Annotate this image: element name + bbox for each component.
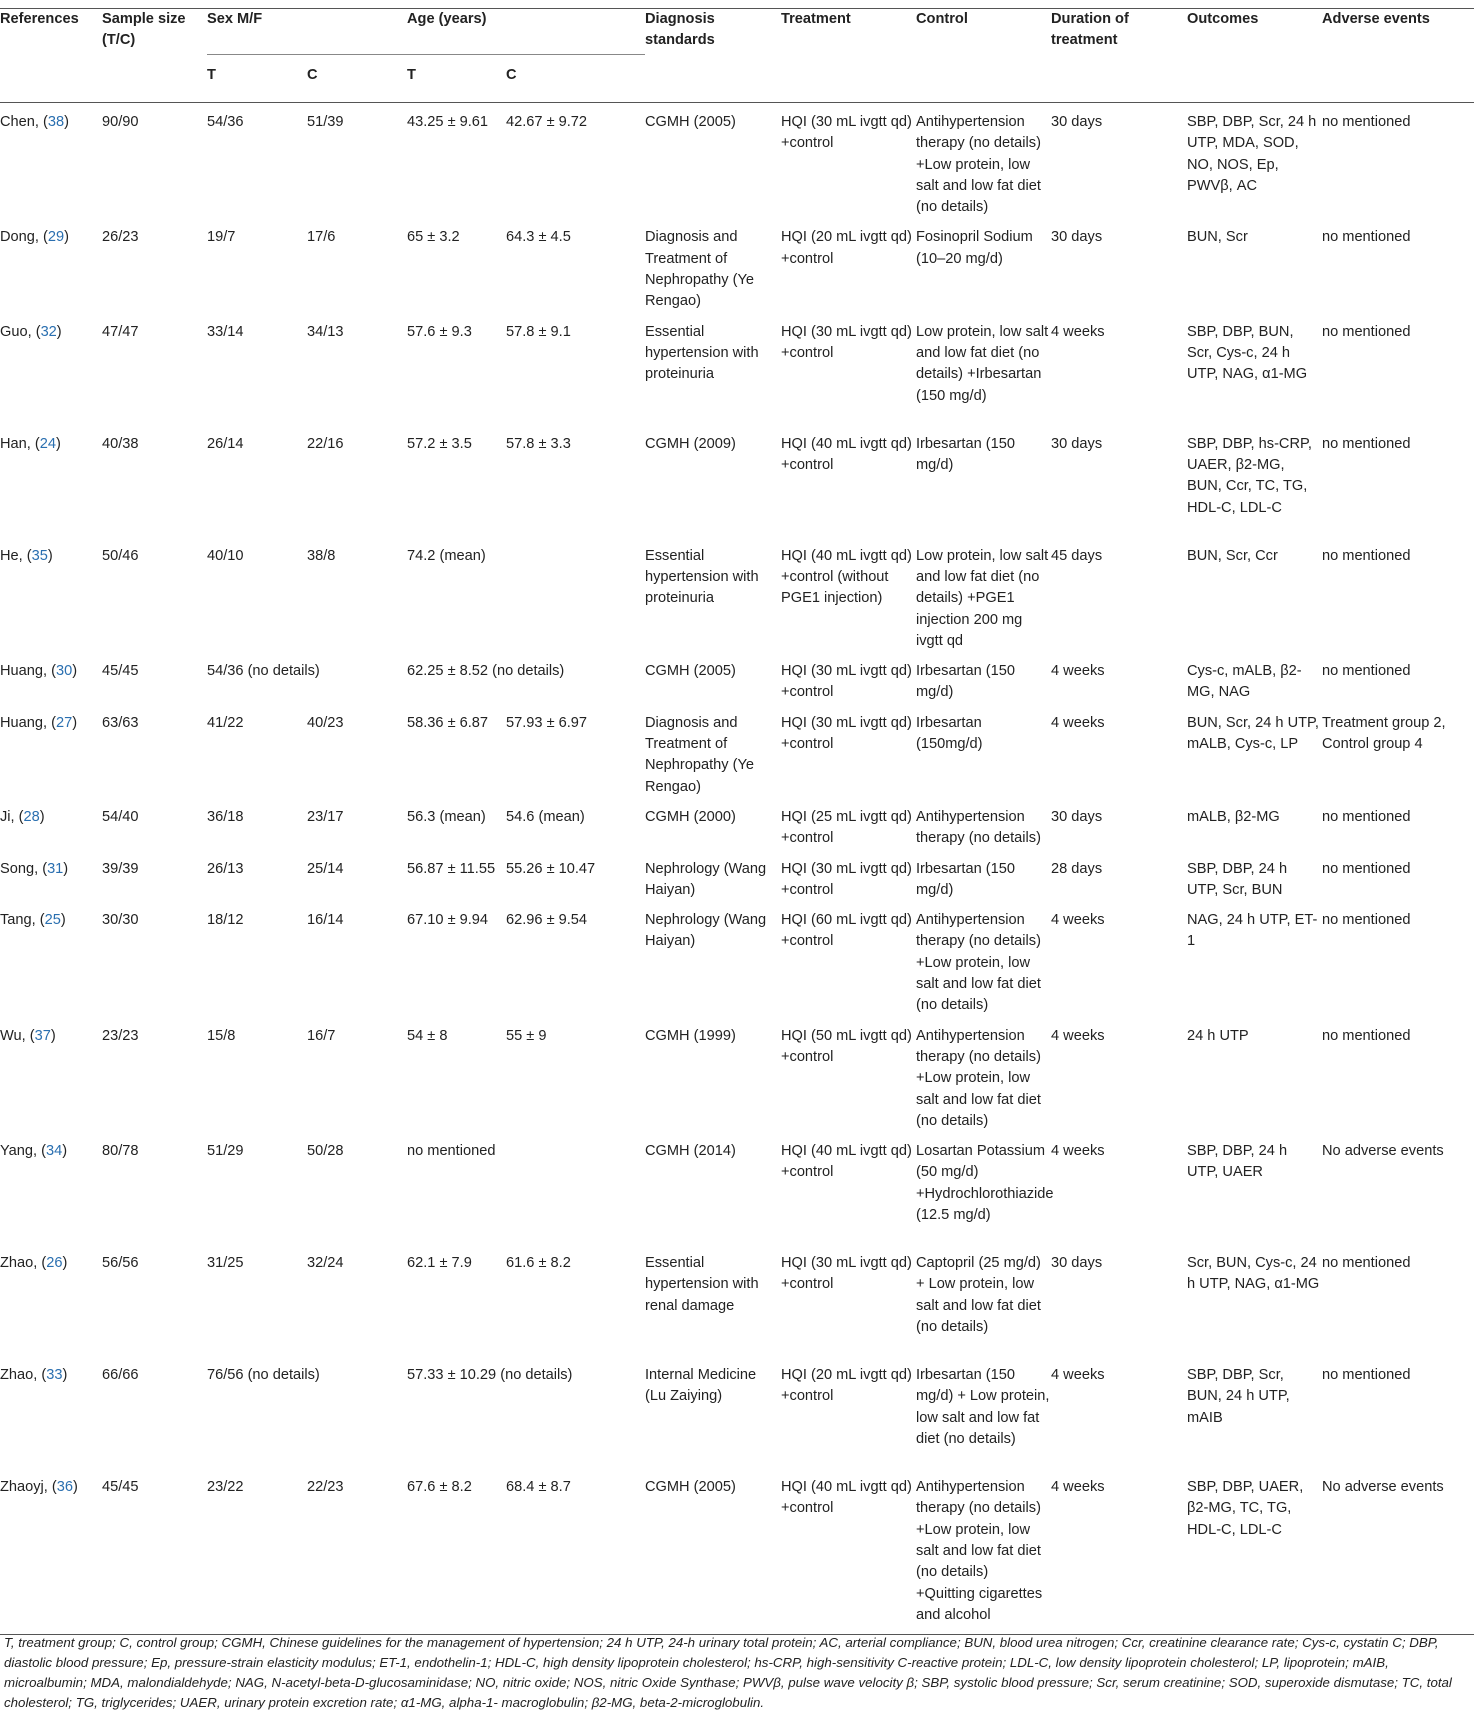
reference-cell — [0, 901, 102, 1016]
treatment-cell: HQI (30 mL ivgtt qd) +control — [781, 860, 912, 898]
sample-size-cell: 54/40 — [102, 808, 139, 825]
diagnosis-cell: Diagnosis and Treatment of Nephropathy (Ye Rengao) — [645, 229, 754, 310]
table-row — [0, 1468, 1474, 1634]
subcol-sex-t: T — [207, 67, 216, 83]
duration-cell: 4 weeks — [1051, 1468, 1187, 1634]
col-age: Age (years) — [407, 9, 645, 55]
age-t-cell: 56.87 ± 11.55 — [407, 860, 496, 877]
sample-size-cell: 50/46 — [102, 547, 139, 564]
reference-number-link[interactable]: 28 — [23, 808, 40, 825]
reference-cell — [0, 1017, 102, 1132]
table-footnote: T, treatment group; C, control group; CGMH, Chinese guidelines for the management of hypertension; 24 h UTP, 24-h urinary total protein; AC, arterial compliance; BUN, blood urea nitrogen; Ccr, creatinine clearance rate; Cys-c, cystatin C; DBP, diastolic blood pressure; Ep, pressure-strain elasticity modulus; ET-1, endothelin-1; HDL-C, high density lipoprotein cholesterol; hs-CRP, high-sensitivity C-reactive protein; LDL-C, low density lipoprotein cholesterol; LP, lipoprotein; mAIB, microalbumin; MDA, malondialdehyde; NAG, N-acetyl-beta-D-glucosaminidase; NO, nitric oxide; NOS, nitric Oxide Synthase; PWVβ, pulse wave velocity β; SBP, systolic blood pressure; Scr, serum creatinine; SOD, superoxide dismutase; TC, total cholesterol; TG, triglycerides; UAER, urinary protein excretion rate; α1-MG, alpha-1- macroglobulin; β2-MG, beta-2-microglobulin. — [4, 1635, 1452, 1710]
outcomes-cell: 24 h UTP — [1187, 1027, 1249, 1044]
sex-c-cell: 22/16 — [307, 435, 344, 452]
outcomes-cell: SBP, DBP, Scr, 24 h UTP, MDA, SOD, NO, NOS, Ep, PWVβ, AC — [1187, 114, 1317, 194]
age-c-cell: 64.3 ± 4.5 — [506, 229, 571, 246]
reference-author: Zhaoyj, ( — [0, 1479, 57, 1496]
reference-close-paren: ) — [62, 1255, 68, 1272]
sample-size-cell: 47/47 — [102, 323, 139, 340]
age-c-cell: 57.8 ± 9.1 — [506, 323, 571, 340]
sex-c-cell: 51/39 — [307, 114, 344, 130]
adverse-events-cell: No adverse events — [1322, 1143, 1444, 1160]
subcol-age-t: T — [407, 67, 416, 83]
sample-size-cell: 26/23 — [102, 229, 139, 246]
table-row — [0, 537, 1474, 652]
sex-c-cell: 34/13 — [307, 323, 344, 340]
adverse-events-cell: no mentioned — [1322, 323, 1411, 340]
control-cell: Antihypertension therapy (no details) +Low protein, low salt and low fat diet (no details) — [916, 912, 1041, 1014]
sex-c-cell: 25/14 — [307, 860, 344, 877]
treatment-cell: HQI (40 mL ivgtt qd) +control — [781, 1468, 916, 1634]
sex-c-cell: 23/17 — [307, 808, 344, 825]
duration-cell: 4 weeks — [1051, 714, 1105, 731]
reference-number-link[interactable]: 31 — [47, 860, 64, 877]
age-c-cell: 61.6 ± 8.2 — [506, 1255, 571, 1272]
sex-combined-cell: 76/56 (no details) — [207, 1367, 320, 1384]
treatment-cell: HQI (30 mL ivgtt qd) +control — [781, 114, 912, 152]
sex-c-cell: 50/28 — [307, 1143, 344, 1160]
reference-close-paren: ) — [47, 547, 53, 564]
age-t-cell: 58.36 ± 6.87 — [407, 714, 489, 731]
sample-size-cell: 56/56 — [102, 1255, 139, 1272]
reference-number-link[interactable]: 26 — [46, 1255, 63, 1272]
reference-close-paren: ) — [62, 1143, 68, 1160]
control-cell: Irbesartan (150 mg/d) — [916, 860, 1015, 898]
diagnosis-cell: CGMH (1999) — [645, 1027, 736, 1044]
table-row — [0, 1132, 1474, 1244]
diagnosis-cell: CGMH (2000) — [645, 808, 736, 825]
reference-close-paren: ) — [64, 229, 69, 246]
diagnosis-cell: Essential hypertension with proteinuria — [645, 323, 759, 383]
treatment-cell: HQI (20 mL ivgtt qd) +control — [781, 229, 912, 267]
adverse-events-cell: no mentioned — [1322, 229, 1411, 246]
reference-close-paren: ) — [73, 1479, 78, 1496]
sample-size-cell: 39/39 — [102, 860, 139, 877]
reference-number-link[interactable]: 29 — [47, 229, 65, 246]
outcomes-cell: SBP, DBP, UAER, β2-MG, TC, TG, HDL-C, LDL-C — [1187, 1468, 1322, 1634]
sex-t-cell: 31/25 — [207, 1255, 244, 1272]
age-c-cell: 55 ± 9 — [506, 1027, 547, 1044]
duration-cell: 4 weeks — [1051, 663, 1105, 680]
outcomes-cell: SBP, DBP, hs-CRP, UAER, β2-MG, BUN, Ccr, TC, TG, HDL-C, LDL-C — [1187, 435, 1312, 516]
age-combined-cell: 74.2 (mean) — [407, 547, 486, 564]
reference-author: Ji, ( — [0, 808, 24, 825]
reference-close-paren: ) — [64, 114, 69, 130]
reference-cell — [0, 850, 102, 902]
duration-cell: 4 weeks — [1051, 1367, 1105, 1384]
reference-cell — [0, 103, 102, 219]
subcol-age-c: C — [506, 67, 517, 83]
control-cell: Irbesartan (150mg/d) — [916, 714, 983, 753]
diagnosis-cell: CGMH (2005) — [645, 663, 736, 680]
reference-author: Yang, ( — [0, 1143, 46, 1160]
table-row — [0, 1017, 1474, 1132]
age-c-cell: 57.8 ± 3.3 — [506, 435, 571, 452]
adverse-events-cell: no mentioned — [1322, 663, 1411, 680]
adverse-events-cell: no mentioned — [1322, 547, 1411, 564]
reference-number-link[interactable]: 34 — [45, 1143, 63, 1160]
sex-t-cell: 54/36 — [207, 114, 244, 130]
sex-t-cell: 26/14 — [207, 435, 244, 452]
diagnosis-cell: Essential hypertension with renal damage — [645, 1255, 759, 1314]
duration-cell: 30 days — [1051, 808, 1103, 825]
reference-author: Zhao, ( — [0, 1367, 47, 1384]
age-c-cell: 68.4 ± 8.7 — [506, 1468, 645, 1634]
diagnosis-cell: Nephrology (Wang Haiyan) — [645, 912, 767, 950]
reference-cell — [0, 425, 102, 537]
reference-number-link[interactable]: 33 — [46, 1367, 63, 1384]
sex-c-cell: 40/23 — [307, 714, 344, 731]
reference-cell — [0, 537, 102, 652]
outcomes-cell: Cys-c, mALB, β2-MG, NAG — [1187, 663, 1302, 701]
diagnosis-cell: CGMH (2005) — [645, 1468, 781, 1634]
sex-c-cell: 17/6 — [307, 229, 336, 246]
reference-close-paren: ) — [72, 714, 78, 731]
reference-number-link[interactable]: 25 — [44, 912, 61, 929]
sample-size-cell: 45/45 — [102, 663, 139, 680]
table-row — [0, 798, 1474, 850]
age-c-cell: 57.93 ± 6.97 — [506, 714, 588, 731]
reference-cell — [0, 1468, 102, 1634]
reference-cell — [0, 798, 102, 850]
table-row — [0, 218, 1474, 312]
reference-author: Huang, ( — [0, 663, 56, 680]
reference-number-link[interactable]: 35 — [31, 547, 48, 564]
reference-close-paren: ) — [50, 1027, 56, 1044]
duration-cell: 4 weeks — [1051, 1143, 1105, 1160]
control-cell: Captopril (25 mg/d) + Low protein, low salt and low fat diet (no details) — [916, 1255, 1041, 1335]
age-t-cell: 62.1 ± 7.9 — [407, 1255, 472, 1272]
control-cell: Low protein, low salt and low fat diet (no details) +Irbesartan (150 mg/d) — [916, 323, 1049, 404]
col-treatment: Treatment — [781, 11, 851, 27]
table-row — [0, 425, 1474, 537]
study-characteristics-table — [0, 8, 1474, 1635]
reference-number-link[interactable]: 38 — [47, 114, 65, 130]
col-references: References — [0, 11, 79, 27]
reference-cell — [0, 704, 102, 798]
sex-c-cell: 32/24 — [307, 1255, 344, 1272]
sample-size-cell: 90/90 — [102, 114, 139, 130]
adverse-events-cell: no mentioned — [1322, 435, 1411, 452]
reference-close-paren: ) — [72, 663, 78, 680]
reference-number-link[interactable]: 27 — [55, 714, 73, 731]
reference-author: Han, ( — [0, 435, 40, 452]
adverse-events-cell: no mentioned — [1322, 114, 1411, 130]
diagnosis-cell: Internal Medicine (Lu Zaiying) — [645, 1367, 757, 1405]
duration-cell: 30 days — [1051, 435, 1103, 452]
adverse-events-cell: no mentioned — [1322, 1255, 1411, 1272]
adverse-events-cell: no mentioned — [1322, 1367, 1411, 1384]
adverse-events-cell: No adverse events — [1322, 1468, 1474, 1634]
adverse-events-cell: no mentioned — [1322, 912, 1411, 929]
age-t-cell: 57.2 ± 3.5 — [407, 435, 472, 452]
sample-size-cell: 45/45 — [102, 1468, 207, 1634]
adverse-events-cell: Treatment group 2, Control group 4 — [1322, 714, 1446, 753]
sample-size-cell: 66/66 — [102, 1367, 139, 1384]
sample-size-cell: 30/30 — [102, 912, 139, 929]
outcomes-cell: NAG, 24 h UTP, ET-1 — [1187, 912, 1318, 950]
sex-combined-cell: 54/36 (no details) — [207, 663, 320, 680]
sex-c-cell: 16/14 — [307, 912, 344, 929]
age-t-cell: 57.6 ± 9.3 — [407, 323, 472, 340]
sex-t-cell: 19/7 — [207, 229, 236, 246]
table-row — [0, 1244, 1474, 1356]
sex-c-cell: 38/8 — [307, 547, 336, 564]
duration-cell: 45 days — [1051, 547, 1103, 564]
control-cell: Low protein, low salt and low fat diet (no details) +PGE1 injection 200 mg ivgtt qd — [916, 547, 1049, 649]
diagnosis-cell: Essential hypertension with proteinuria — [645, 547, 759, 607]
sex-c-cell: 22/23 — [307, 1468, 407, 1634]
table-row — [0, 901, 1474, 1016]
reference-author: Dong, ( — [0, 229, 48, 246]
table-row — [0, 313, 1474, 425]
age-c-cell: 42.67 ± 9.72 — [506, 114, 588, 130]
treatment-cell: HQI (40 mL ivgtt qd) +control (without PGE1 injection) — [781, 547, 912, 607]
col-outcomes: Outcomes — [1187, 11, 1259, 27]
reference-author: Song, ( — [0, 860, 48, 877]
col-adverse: Adverse events — [1322, 11, 1430, 27]
sample-size-cell: 80/78 — [102, 1143, 139, 1160]
subcol-sex-c: C — [307, 67, 318, 83]
table-row — [0, 1356, 1474, 1468]
reference-cell — [0, 1244, 102, 1356]
col-control: Control — [916, 11, 968, 27]
outcomes-cell: SBP, DBP, 24 h UTP, Scr, BUN — [1187, 860, 1288, 898]
table-row — [0, 103, 1474, 219]
sex-t-cell: 40/10 — [207, 547, 244, 564]
reference-cell — [0, 218, 102, 312]
duration-cell: 28 days — [1051, 860, 1103, 877]
reference-author: Tang, ( — [0, 912, 45, 929]
sex-t-cell: 15/8 — [207, 1027, 236, 1044]
sex-t-cell: 23/22 — [207, 1468, 307, 1634]
treatment-cell: HQI (40 mL ivgtt qd) +control — [781, 1143, 912, 1181]
sex-t-cell: 51/29 — [207, 1143, 244, 1160]
table-row — [0, 652, 1474, 704]
control-cell: Antihypertension therapy (no details) +Low protein, low salt and low fat diet (no details) +Quitting cigarettes and alcohol — [916, 1468, 1051, 1634]
outcomes-cell: BUN, Scr, Ccr — [1187, 547, 1278, 564]
col-duration: Duration of treatment — [1051, 11, 1129, 49]
treatment-cell: HQI (25 mL ivgtt qd) +control — [781, 808, 912, 847]
diagnosis-cell: Nephrology (Wang Haiyan) — [645, 860, 767, 898]
treatment-cell: HQI (30 mL ivgtt qd) +control — [781, 323, 912, 361]
diagnosis-cell: CGMH (2009) — [645, 435, 736, 452]
age-c-cell: 62.96 ± 9.54 — [506, 912, 588, 929]
control-cell: Antihypertension therapy (no details) +Low protein, low salt and low fat diet (no details) — [916, 114, 1041, 216]
adverse-events-cell: no mentioned — [1322, 808, 1411, 825]
reference-number-link[interactable]: 36 — [56, 1479, 74, 1496]
adverse-events-cell: no mentioned — [1322, 860, 1411, 877]
age-t-cell: 67.6 ± 8.2 — [407, 1468, 506, 1634]
age-combined-cell: 62.25 ± 8.52 (no details) — [407, 663, 565, 680]
sex-t-cell: 41/22 — [207, 714, 244, 731]
reference-author: Chen, ( — [0, 114, 48, 130]
treatment-cell: HQI (50 mL ivgtt qd) +control — [781, 1027, 912, 1065]
age-t-cell: 56.3 (mean) — [407, 808, 486, 825]
reference-author: Wu, ( — [0, 1027, 35, 1044]
reference-number-link[interactable]: 32 — [40, 323, 57, 340]
treatment-cell: HQI (40 mL ivgtt qd) +control — [781, 435, 912, 473]
reference-author: Huang, ( — [0, 714, 56, 731]
col-diagnosis: Diagnosis standards — [645, 11, 715, 49]
age-combined-cell: no mentioned — [407, 1143, 496, 1160]
outcomes-cell: SBP, DBP, Scr, BUN, 24 h UTP, mAIB — [1187, 1367, 1290, 1426]
diagnosis-cell: Diagnosis and Treatment of Nephropathy (Ye Rengao) — [645, 714, 754, 795]
table-body — [0, 103, 1474, 1635]
age-t-cell: 65 ± 3.2 — [407, 229, 460, 246]
treatment-cell: HQI (30 mL ivgtt qd) +control — [781, 663, 912, 701]
sex-t-cell: 26/13 — [207, 860, 244, 877]
table-row — [0, 704, 1474, 798]
age-c-cell: 55.26 ± 10.47 — [506, 860, 596, 877]
reference-cell — [0, 313, 102, 425]
reference-number-link[interactable]: 37 — [34, 1027, 51, 1044]
col-sex: Sex M/F — [207, 9, 407, 55]
age-t-cell: 54 ± 8 — [407, 1027, 448, 1044]
outcomes-cell: BUN, Scr, 24 h UTP, mALB, Cys-c, LP — [1187, 714, 1319, 753]
duration-cell: 30 days — [1051, 1255, 1103, 1272]
reference-number-link[interactable]: 24 — [39, 435, 56, 452]
sex-t-cell: 18/12 — [207, 912, 244, 929]
col-sample-size: Sample size (T/C) — [102, 11, 186, 49]
outcomes-cell: SBP, DBP, 24 h UTP, UAER — [1187, 1143, 1288, 1181]
reference-close-paren: ) — [60, 912, 66, 929]
treatment-cell: HQI (20 mL ivgtt qd) +control — [781, 1367, 912, 1405]
reference-author: Zhao, ( — [0, 1255, 47, 1272]
duration-cell: 4 weeks — [1051, 1027, 1105, 1044]
reference-cell — [0, 1356, 102, 1468]
sex-t-cell: 36/18 — [207, 808, 244, 825]
control-cell: Antihypertension therapy (no details) — [916, 808, 1041, 847]
control-cell: Antihypertension therapy (no details) +Low protein, low salt and low fat diet (no details) — [916, 1027, 1041, 1129]
reference-close-paren: ) — [56, 323, 62, 340]
age-combined-cell: 57.33 ± 10.29 (no details) — [407, 1367, 573, 1384]
control-cell: Irbesartan (150 mg/d) + Low protein, low salt and low fat diet (no details) — [916, 1367, 1050, 1447]
reference-cell — [0, 652, 102, 704]
control-cell: Fosinopril Sodium (10–20 mg/d) — [916, 229, 1033, 267]
age-t-cell: 67.10 ± 9.94 — [407, 912, 489, 929]
outcomes-cell: SBP, DBP, BUN, Scr, Cys-c, 24 h UTP, NAG, α1-MG — [1187, 323, 1308, 383]
duration-cell: 30 days — [1051, 229, 1103, 246]
diagnosis-cell: CGMH (2005) — [645, 114, 736, 130]
duration-cell: 4 weeks — [1051, 323, 1105, 340]
sample-size-cell: 63/63 — [102, 714, 139, 731]
reference-author: He, ( — [0, 547, 32, 564]
treatment-cell: HQI (30 mL ivgtt qd) +control — [781, 714, 912, 753]
sex-c-cell: 16/7 — [307, 1027, 336, 1044]
reference-close-paren: ) — [55, 435, 61, 452]
age-t-cell: 43.25 ± 9.61 — [407, 114, 489, 130]
duration-cell: 4 weeks — [1051, 912, 1105, 929]
control-cell: Irbesartan (150 mg/d) — [916, 435, 1015, 473]
reference-close-paren: ) — [63, 860, 69, 877]
reference-number-link[interactable]: 30 — [55, 663, 73, 680]
table-row — [0, 850, 1474, 902]
duration-cell: 30 days — [1051, 114, 1103, 130]
age-c-cell: 54.6 (mean) — [506, 808, 585, 825]
sex-t-cell: 33/14 — [207, 323, 244, 340]
control-cell: Losartan Potassium (50 mg/d) +Hydrochlorothiazide (12.5 mg/d) — [916, 1143, 1054, 1223]
outcomes-cell: BUN, Scr — [1187, 229, 1248, 246]
sample-size-cell: 23/23 — [102, 1027, 139, 1044]
reference-close-paren: ) — [62, 1367, 68, 1384]
sample-size-cell: 40/38 — [102, 435, 139, 452]
treatment-cell: HQI (60 mL ivgtt qd) +control — [781, 912, 912, 950]
reference-author: Guo, ( — [0, 323, 41, 340]
reference-cell — [0, 1132, 102, 1244]
reference-close-paren: ) — [39, 808, 45, 825]
diagnosis-cell: CGMH (2014) — [645, 1143, 736, 1160]
outcomes-cell: Scr, BUN, Cys-c, 24 h UTP, NAG, α1-MG — [1187, 1255, 1320, 1293]
treatment-cell: HQI (30 mL ivgtt qd) +control — [781, 1255, 912, 1293]
adverse-events-cell: no mentioned — [1322, 1027, 1411, 1044]
control-cell: Irbesartan (150 mg/d) — [916, 663, 1015, 701]
outcomes-cell: mALB, β2-MG — [1187, 808, 1280, 825]
